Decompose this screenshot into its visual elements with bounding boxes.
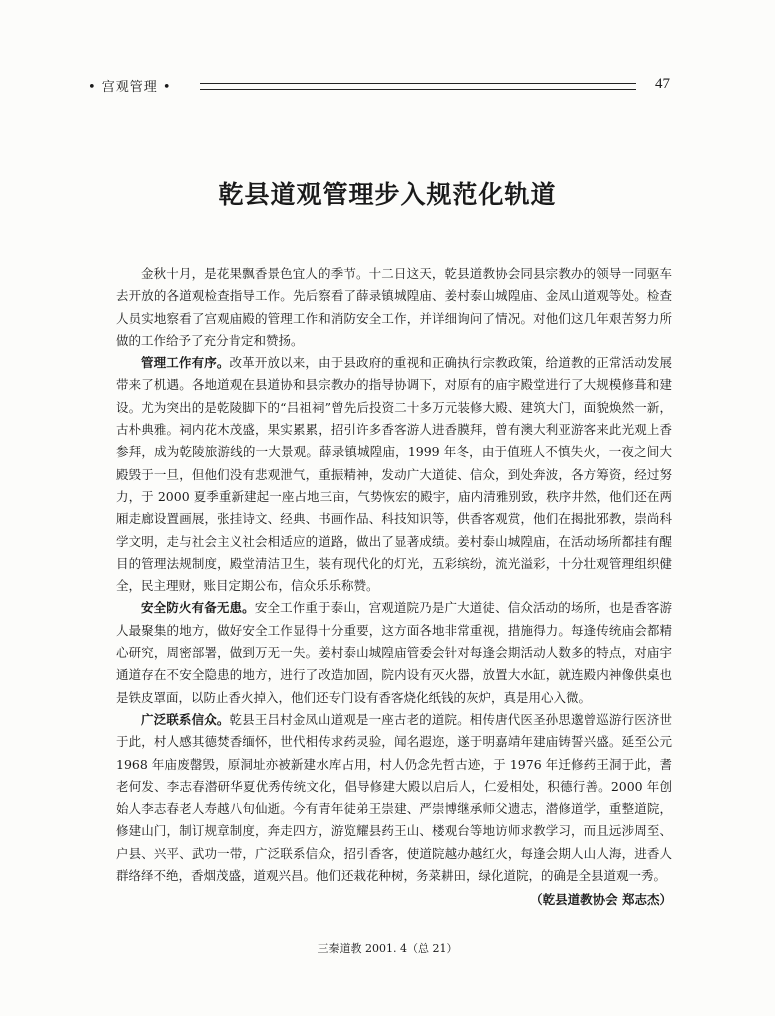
page-number: 47 <box>655 76 670 92</box>
paragraph-lead: 管理工作有序。 <box>141 355 230 371</box>
section-label: • 宫观管理 • <box>88 80 172 95</box>
paragraph-intro <box>116 263 672 352</box>
page-footer: 三秦道教 2001. 4（总 21） <box>317 942 458 955</box>
paragraph-safety <box>116 597 672 708</box>
running-header <box>88 76 670 98</box>
paragraph-text: 安全工作重于泰山，宫观道院乃是广大道徒、信众活动的场所，也是香客游人最聚集的地方，做好安全工作显得十分重要，这方面各地非常重视，措施得力。每逢传统庙会都精心研究，周密部署，做到万无一失。姜村泰山城隍庙管委会针对每逢会期活动人数多的特点，对庙宇通道存在不安全隐患的地方，进行了改造加固，院内设有灭火器，放置大水缸，就连殿内神像供桌也是铁皮罩面，以防止香火掉入，他们还专门设有香客烧化纸钱的灰炉，真是用心入微。 <box>116 600 672 705</box>
paragraph-text: 乾县王吕村金凤山道观是一座古老的道院。相传唐代医圣孙思邈曾巡游行医济世于此，村人感其德焚香缅怀，世代相传求药灵验，闻名遐迩，遂于明嘉靖年建庙铸誓兴盛。延至公元 1968 年庙废罄毁，原洞址亦被新建水库占用，村人仍念先哲古迹，于 1976 年迁修药王洞于此，耆老何发、李志春潜研华夏优秀传统文化，倡导修建大殿以启后人，仁爱相处，积德行善。2000 年创始人李志春老人寿越八旬仙逝。今有青年徒弟王崇建、严崇博继承师父遗志，潜修道学，重整道院，修建山门，制订规章制度，奔走四方，游览耀县药王山、楼观台等地访师求教学习，而且远涉周至、户县、兴平、武功一带，广泛联系信众，招引香客，使道院越办越红火，每逢会期人山人海，进香人群络绎不绝，香烟茂盛，道观兴昌。他们还栽花种树，务菜耕田，绿化道院，的确是全县道观一秀。 <box>116 711 672 884</box>
paragraph-text: 改革开放以来，由于县政府的重视和正确执行宗教政策，给道教的正常活动发展带来了机遇。各地道观在县道协和县宗教办的指导协调下，对原有的庙宇殿堂进行了大规模修葺和建设。尤为突出的是乾陵脚下的“吕祖祠”曾先后投资二十多万元装修大殿、建筑大门，面貌焕然一新，古朴典雅。祠内花木茂盛，果实累累，招引许多香客游人进香膜拜，曾有澳大利亚游客来此光观上香参拜，成为乾陵旅游线的一大景观。薛录镇城隍庙，1999 年冬，由于值班人不慎失火，一夜之间大殿毁于一旦，但他们没有悲观泄气，重振精神，发动广大道徒、信众，到处奔波，各方筹资，经过努力，于 2000 夏季重新建起一座占地三亩，气势恢宏的殿宇，庙内清雅别致，秩序井然，他们还在两厢走廊设置画展，张挂诗文、经典、书画作品、科技知识等，供香客观赏，他们在揭批邪教，崇尚科学文明，走与社会主义社会相适应的道路，做出了显著成绩。姜村泰山城隍庙，在活动场所都挂有醒目的管理法规制度，殿堂清洁卫生，装有现代化的灯光，五彩缤纷，流光溢彩，十分壮观管理组织健全，民主理财，账目定期公布，信众乐乐称赞。 <box>116 355 672 594</box>
article-title: 乾县道观管理步入规范化轨道 <box>218 180 557 209</box>
paragraph-lead: 广泛联系信众。 <box>141 711 230 727</box>
header-rule-thin <box>200 89 636 90</box>
paragraph-lead: 安全防火有备无患。 <box>141 600 255 616</box>
author-signature: （乾县道教协会 郑志杰） <box>530 892 672 908</box>
paragraph-outreach <box>116 709 672 887</box>
paragraph-text: 金秋十月，是花果飘香景色宜人的季节。十二日这天，乾县道教协会同县宗教办的领导一同驱车去开放的各道观检查指导工作。先后察看了薛录镇城隍庙、姜村泰山城隍庙、金凤山道观等处。检查人员实地察看了宫观庙殿的管理工作和消防安全工作，并详细询问了情况。对他们这几年艰苦努力所做的工作给予了充分肯定和赞扬。 <box>116 266 672 348</box>
article-body <box>116 263 672 912</box>
header-rule-thick <box>200 83 636 84</box>
paragraph-management <box>116 352 672 597</box>
